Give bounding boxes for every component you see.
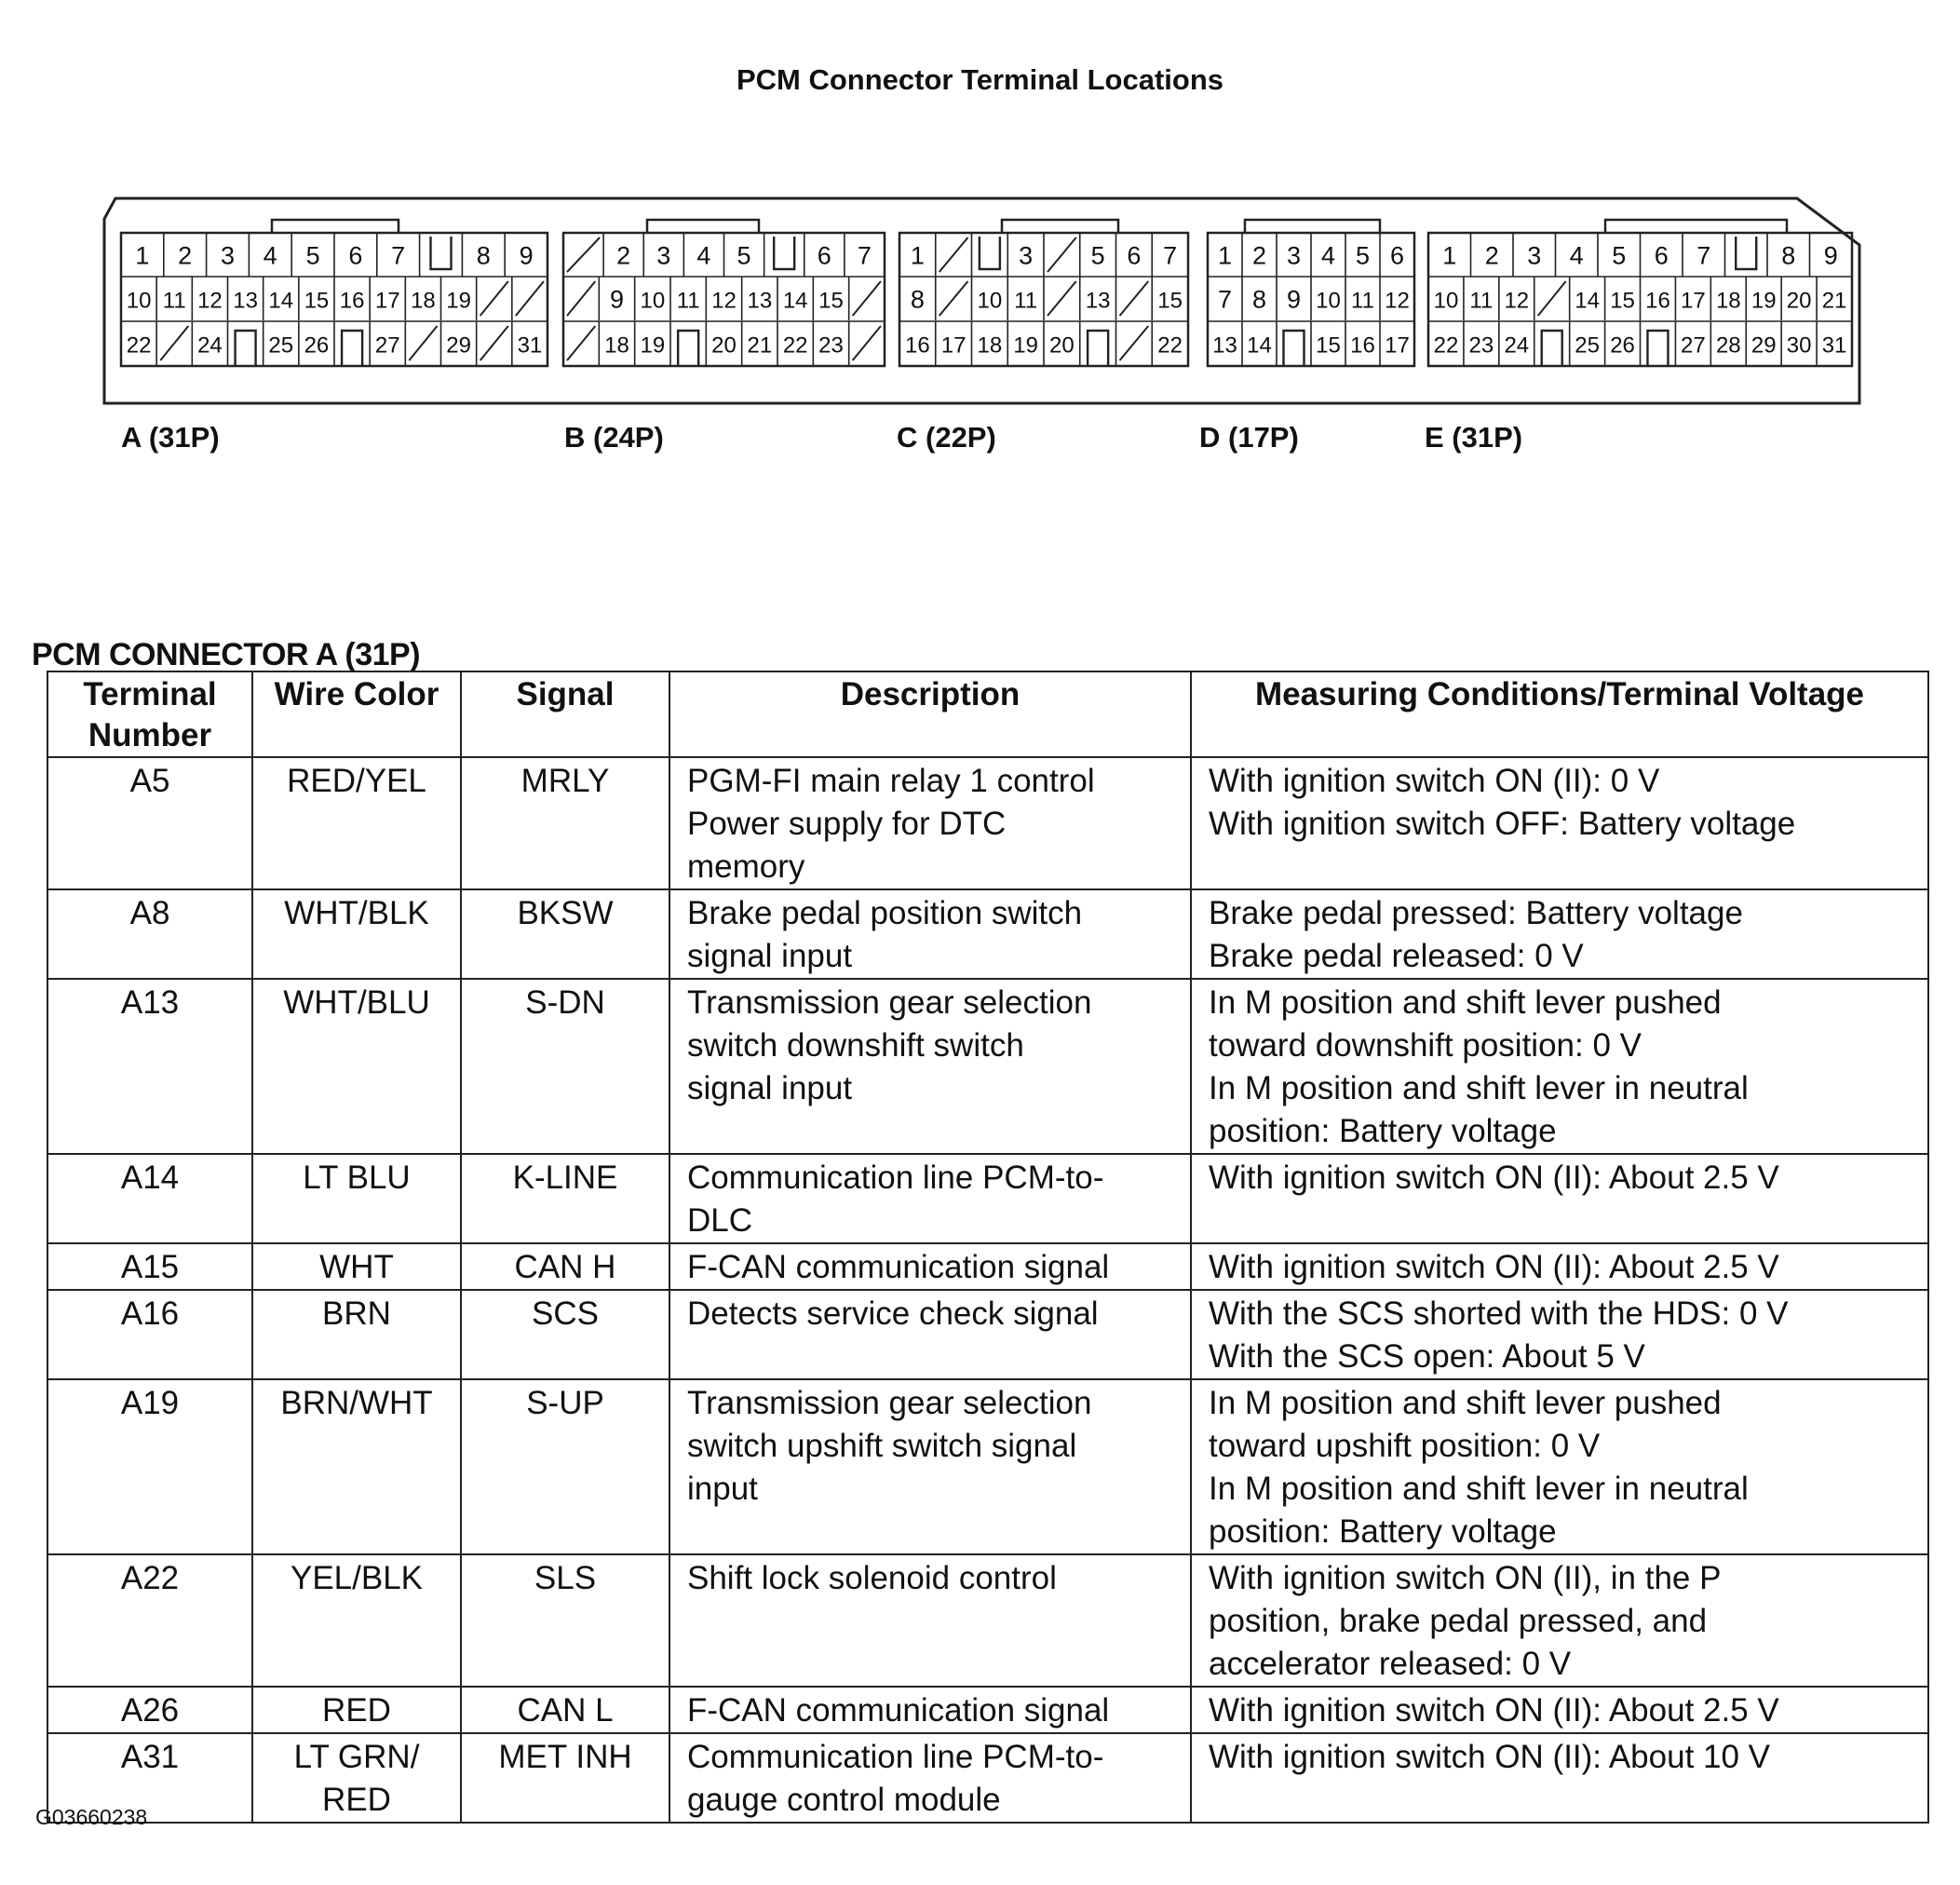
empty-terminal <box>567 326 595 360</box>
cell-conditions <box>1191 1733 1928 1823</box>
table-row <box>47 1290 1928 1379</box>
cell-conditions <box>1191 757 1928 889</box>
cell-wire-color: YEL/BLK <box>252 1554 461 1687</box>
cell-conditions <box>1191 1243 1928 1290</box>
terminal-number: 24 <box>197 332 223 359</box>
empty-terminal <box>1120 326 1149 360</box>
terminal-number: 4 <box>1569 241 1584 270</box>
description-line: F-CAN communication signal <box>687 1692 1110 1729</box>
terminal-number: 5 <box>1612 241 1627 270</box>
terminal-number: 12 <box>1385 288 1410 314</box>
description-line: gauge control module <box>687 1782 1001 1818</box>
terminal-number: 2 <box>616 241 631 270</box>
terminal-number: 12 <box>197 288 223 314</box>
terminal-number: 6 <box>1127 241 1142 270</box>
terminal-number: 3 <box>656 241 671 270</box>
condition-line: position: Battery voltage <box>1209 1513 1557 1550</box>
cell-terminal: A19 <box>47 1379 252 1554</box>
terminal-number: 15 <box>1610 288 1635 314</box>
empty-terminal <box>409 326 437 360</box>
cell-wire-color: LT BLU <box>252 1154 461 1243</box>
condition-line: In M position and shift lever in neutral <box>1209 1471 1749 1507</box>
connector-b <box>563 220 885 366</box>
terminal-number: 18 <box>977 332 1003 359</box>
terminal-number: 7 <box>857 241 872 270</box>
cell-description <box>669 979 1191 1154</box>
condition-line: In M position and shift lever in neutral <box>1209 1070 1749 1106</box>
connector-tab <box>1002 220 1118 233</box>
cell-signal: SCS <box>461 1290 669 1379</box>
table-row <box>47 1554 1928 1687</box>
cell-conditions <box>1191 1154 1928 1243</box>
cell-conditions <box>1191 1290 1928 1379</box>
connector-label-a: A (31P) <box>121 421 220 454</box>
condition-line: toward downshift position: 0 V <box>1209 1027 1642 1064</box>
table-row <box>47 1154 1928 1243</box>
cell-conditions <box>1191 1687 1928 1733</box>
terminal-number: 27 <box>1681 332 1706 359</box>
cell-wire-color: WHT <box>252 1243 461 1290</box>
terminal-number: 16 <box>905 332 930 359</box>
table-header-row <box>47 671 1928 757</box>
terminal-number: 13 <box>1212 332 1237 359</box>
table-row <box>47 1687 1928 1733</box>
terminal-number: 7 <box>391 241 406 270</box>
terminal-number: 17 <box>374 288 400 314</box>
terminal-number: 28 <box>1715 332 1741 359</box>
terminal-number: 14 <box>782 288 808 314</box>
cell-terminal: A16 <box>47 1290 252 1379</box>
terminal-number: 5 <box>1090 241 1105 270</box>
cell-signal: MET INH <box>461 1733 669 1823</box>
terminal-number: 11 <box>162 288 186 314</box>
terminal-number: 15 <box>818 288 844 314</box>
terminal-number: 11 <box>1469 288 1494 314</box>
table-row <box>47 1243 1928 1290</box>
description-line: signal input <box>687 938 853 974</box>
terminal-number: 18 <box>604 332 629 359</box>
terminal-number: 21 <box>1821 288 1847 314</box>
table-row <box>47 1379 1928 1554</box>
connector-e <box>1428 220 1852 366</box>
terminal-number: 18 <box>411 288 436 314</box>
terminal-number: 9 <box>1286 285 1302 314</box>
condition-line: With ignition switch ON (II), in the P <box>1209 1560 1722 1596</box>
terminal-number: 31 <box>1821 332 1847 359</box>
terminal-number: 16 <box>1645 288 1670 314</box>
terminal-number: 11 <box>676 288 700 314</box>
key-notch <box>236 331 256 365</box>
cell-signal: CAN H <box>461 1243 669 1290</box>
terminal-number: 10 <box>1433 288 1459 314</box>
condition-line: With ignition switch ON (II): About 10 V <box>1209 1739 1771 1775</box>
description-line: PGM-FI main relay 1 control <box>687 763 1095 799</box>
condition-line: Brake pedal released: 0 V <box>1209 938 1584 974</box>
terminal-number: 4 <box>696 241 711 270</box>
page-title: PCM Connector Terminal Locations <box>736 63 1224 96</box>
condition-line: With ignition switch ON (II): 0 V <box>1209 763 1660 799</box>
terminal-number: 30 <box>1786 332 1812 359</box>
condition-line: Brake pedal pressed: Battery voltage <box>1209 895 1743 931</box>
description-line: memory <box>687 848 805 885</box>
cell-description <box>669 1290 1191 1379</box>
condition-line: With ignition switch ON (II): About 2.5 V <box>1209 1692 1779 1729</box>
terminal-number: 13 <box>747 288 773 314</box>
terminal-number: 2 <box>1484 241 1499 270</box>
description-line: Brake pedal position switch <box>687 895 1083 931</box>
terminal-number: 8 <box>476 241 491 270</box>
description-line: Communication line PCM-to- <box>687 1159 1104 1196</box>
cell-conditions <box>1191 1554 1928 1687</box>
terminal-number: 10 <box>1316 288 1341 314</box>
terminal-number: 24 <box>1504 332 1530 359</box>
condition-line: accelerator released: 0 V <box>1209 1646 1572 1682</box>
terminal-number: 6 <box>1654 241 1669 270</box>
condition-line: toward upshift position: 0 V <box>1209 1428 1601 1464</box>
terminal-number: 6 <box>1389 241 1405 270</box>
connector-tab <box>272 220 399 233</box>
connector-label-c: C (22P) <box>897 421 996 454</box>
terminal-number: 12 <box>1504 288 1530 314</box>
terminal-number: 26 <box>1610 332 1635 359</box>
cell-wire-color: BRN <box>252 1290 461 1379</box>
condition-line: With the SCS shorted with the HDS: 0 V <box>1209 1295 1789 1332</box>
terminal-number: 17 <box>1385 332 1410 359</box>
cell-terminal: A15 <box>47 1243 252 1290</box>
terminal-number: 11 <box>1351 288 1374 314</box>
terminal-number: 25 <box>268 332 294 359</box>
terminal-number: 1 <box>1217 241 1233 270</box>
connector-tab <box>1605 220 1787 233</box>
empty-terminal <box>939 281 968 316</box>
terminal-number: 23 <box>818 332 844 359</box>
terminal-number: 25 <box>1575 332 1600 359</box>
terminal-number: 3 <box>220 241 236 270</box>
cell-wire-color: RED <box>252 1687 461 1733</box>
terminal-number: 6 <box>817 241 831 270</box>
terminal-number: 13 <box>233 288 258 314</box>
cell-conditions <box>1191 1379 1928 1554</box>
key-notch <box>678 331 698 365</box>
terminal-number: 10 <box>640 288 666 314</box>
table-row <box>47 1733 1928 1823</box>
terminal-number: 15 <box>1316 332 1341 359</box>
terminal-number: 27 <box>374 332 400 359</box>
figure-code: G03660238 <box>35 1805 148 1829</box>
key-notch <box>980 237 1000 269</box>
terminal-number: 23 <box>1468 332 1494 359</box>
empty-terminal <box>939 237 968 272</box>
cell-terminal: A26 <box>47 1687 252 1733</box>
terminal-number: 18 <box>1715 288 1741 314</box>
cell-signal: SLS <box>461 1554 669 1687</box>
terminal-number: 5 <box>1355 241 1371 270</box>
cell-description <box>669 1154 1191 1243</box>
key-notch <box>1542 331 1562 365</box>
empty-terminal <box>1120 281 1149 316</box>
terminal-number: 9 <box>519 241 534 270</box>
terminal-number: 5 <box>305 241 320 270</box>
cell-signal: S-UP <box>461 1379 669 1554</box>
terminal-number: 8 <box>1251 285 1267 314</box>
cell-terminal: A14 <box>47 1154 252 1243</box>
terminal-number: 16 <box>339 288 365 314</box>
empty-terminal <box>1538 281 1566 316</box>
terminal-number: 12 <box>711 288 737 314</box>
cell-terminal: A31 <box>47 1733 252 1823</box>
cell-description <box>669 1554 1191 1687</box>
terminal-number: 9 <box>609 285 625 314</box>
condition-line: With ignition switch ON (II): About 2.5 V <box>1209 1159 1779 1196</box>
cell-description <box>669 889 1191 979</box>
terminal-number: 22 <box>126 332 152 359</box>
description-line: Shift lock solenoid control <box>687 1560 1057 1596</box>
terminal-number: 7 <box>1217 285 1233 314</box>
terminal-number: 22 <box>1157 332 1183 359</box>
header-terminal: Terminal Number <box>47 671 252 757</box>
terminal-number: 3 <box>1527 241 1542 270</box>
terminal-number: 1 <box>135 241 150 270</box>
header-wire-color: Wire Color <box>252 671 461 757</box>
key-notch <box>1088 331 1108 365</box>
condition-line: In M position and shift lever pushed <box>1209 1385 1722 1421</box>
terminal-number: 14 <box>1247 332 1272 359</box>
connector-tab <box>647 220 759 233</box>
connector-diagram <box>93 191 1890 414</box>
description-line: input <box>687 1471 758 1507</box>
cell-wire-color: WHT/BLU <box>252 979 461 1154</box>
terminal-number: 31 <box>517 332 543 359</box>
empty-terminal <box>480 281 508 316</box>
condition-line: position: Battery voltage <box>1209 1113 1557 1149</box>
description-line: switch upshift switch signal <box>687 1428 1077 1464</box>
cell-wire-color: LT GRN/ RED <box>252 1733 461 1823</box>
cell-conditions <box>1191 889 1928 979</box>
terminal-number: 20 <box>711 332 737 359</box>
empty-terminal <box>853 281 881 316</box>
description-line: F-CAN communication signal <box>687 1249 1110 1285</box>
empty-terminal <box>160 326 188 360</box>
empty-terminal <box>516 281 544 316</box>
terminal-number: 29 <box>1750 332 1777 359</box>
cell-wire-color: WHT/BLK <box>252 889 461 979</box>
terminal-number: 2 <box>178 241 193 270</box>
header-signal: Signal <box>461 671 669 757</box>
terminal-number: 20 <box>1049 332 1075 359</box>
terminal-number: 5 <box>737 241 751 270</box>
terminal-number: 19 <box>446 288 471 314</box>
cell-description <box>669 757 1191 889</box>
cell-signal: CAN L <box>461 1687 669 1733</box>
terminal-number: 17 <box>1681 288 1706 314</box>
terminal-number: 19 <box>1013 332 1038 359</box>
condition-line: In M position and shift lever pushed <box>1209 984 1722 1021</box>
terminal-number: 13 <box>1085 288 1111 314</box>
terminal-number: 3 <box>1019 241 1034 270</box>
cell-signal: S-DN <box>461 979 669 1154</box>
description-line: switch downshift switch <box>687 1027 1024 1064</box>
condition-line: With ignition switch ON (II): About 2.5 V <box>1209 1249 1779 1285</box>
key-notch <box>1736 237 1756 269</box>
key-notch <box>431 237 452 269</box>
terminal-number: 15 <box>304 288 330 314</box>
cell-terminal: A5 <box>47 757 252 889</box>
terminal-number: 3 <box>1286 241 1302 270</box>
terminal-number: 4 <box>1320 241 1336 270</box>
cell-conditions <box>1191 979 1928 1154</box>
table-row <box>47 979 1928 1154</box>
table-row <box>47 757 1928 889</box>
cell-description <box>669 1733 1191 1823</box>
key-notch <box>1284 331 1304 365</box>
terminal-number: 14 <box>268 288 294 314</box>
cell-terminal: A22 <box>47 1554 252 1687</box>
header-conditions: Measuring Conditions/Terminal Voltage <box>1191 671 1928 757</box>
connector-tab <box>1245 220 1380 233</box>
terminal-number: 10 <box>977 288 1003 314</box>
terminal-number: 7 <box>1163 241 1178 270</box>
terminal-number: 26 <box>304 332 330 359</box>
terminal-number: 8 <box>910 285 925 314</box>
terminal-number: 14 <box>1575 288 1600 314</box>
cell-description <box>669 1243 1191 1290</box>
terminal-number: 1 <box>1442 241 1457 270</box>
cell-signal: K-LINE <box>461 1154 669 1243</box>
cell-description <box>669 1687 1191 1733</box>
cell-signal: MRLY <box>461 757 669 889</box>
key-notch <box>342 331 362 365</box>
description-line: Detects service check signal <box>687 1295 1099 1332</box>
empty-terminal <box>1048 237 1076 272</box>
table-row <box>47 889 1928 979</box>
connector-d <box>1208 220 1414 366</box>
table-body <box>47 757 1928 1823</box>
connector-c <box>899 220 1188 366</box>
description-line: Communication line PCM-to- <box>687 1739 1104 1775</box>
empty-terminal <box>853 326 881 360</box>
terminal-number: 7 <box>1696 241 1711 270</box>
header-description: Description <box>669 671 1191 757</box>
terminal-number: 15 <box>1157 288 1183 314</box>
terminal-number: 16 <box>1350 332 1375 359</box>
cell-wire-color: RED/YEL <box>252 757 461 889</box>
terminal-number: 19 <box>640 332 666 359</box>
terminal-number: 11 <box>1014 288 1038 314</box>
empty-terminal <box>567 281 595 316</box>
connector-label-d: D (17P) <box>1199 421 1299 454</box>
terminal-table <box>47 671 1929 1824</box>
cell-wire-color: BRN/WHT <box>252 1379 461 1554</box>
key-notch <box>774 237 794 269</box>
empty-terminal <box>1048 281 1076 316</box>
terminal-number: 9 <box>1823 241 1838 270</box>
description-line: DLC <box>687 1202 753 1239</box>
cell-terminal: A13 <box>47 979 252 1154</box>
cell-signal: BKSW <box>461 889 669 979</box>
condition-line: With ignition switch OFF: Battery voltage <box>1209 806 1796 842</box>
connector-label-b: B (24P) <box>564 421 664 454</box>
terminal-number: 10 <box>126 288 152 314</box>
terminal-number: 8 <box>1781 241 1796 270</box>
condition-line: With the SCS open: About 5 V <box>1209 1338 1645 1375</box>
cell-terminal: A8 <box>47 889 252 979</box>
terminal-number: 20 <box>1786 288 1812 314</box>
terminal-number: 22 <box>782 332 808 359</box>
terminal-number: 2 <box>1251 241 1267 270</box>
section-title: PCM CONNECTOR A (31P) <box>32 637 421 672</box>
connector-a <box>121 220 547 366</box>
terminal-number: 19 <box>1750 288 1777 314</box>
key-notch <box>1647 331 1668 365</box>
terminal-number: 29 <box>446 332 471 359</box>
description-line: Power supply for DTC <box>687 806 1007 842</box>
terminal-number: 6 <box>348 241 363 270</box>
terminal-number: 17 <box>940 332 966 359</box>
description-line: Transmission gear selection <box>687 984 1092 1021</box>
description-line: Transmission gear selection <box>687 1385 1092 1421</box>
terminal-number: 22 <box>1433 332 1459 359</box>
terminal-number: 4 <box>263 241 277 270</box>
terminal-number: 1 <box>910 241 925 270</box>
empty-terminal <box>567 237 600 272</box>
description-line: signal input <box>687 1070 853 1106</box>
condition-line: position, brake pedal pressed, and <box>1209 1603 1708 1639</box>
terminal-number: 21 <box>747 332 773 359</box>
cell-description <box>669 1379 1191 1554</box>
connector-label-e: E (31P) <box>1425 421 1523 454</box>
empty-terminal <box>480 326 508 360</box>
